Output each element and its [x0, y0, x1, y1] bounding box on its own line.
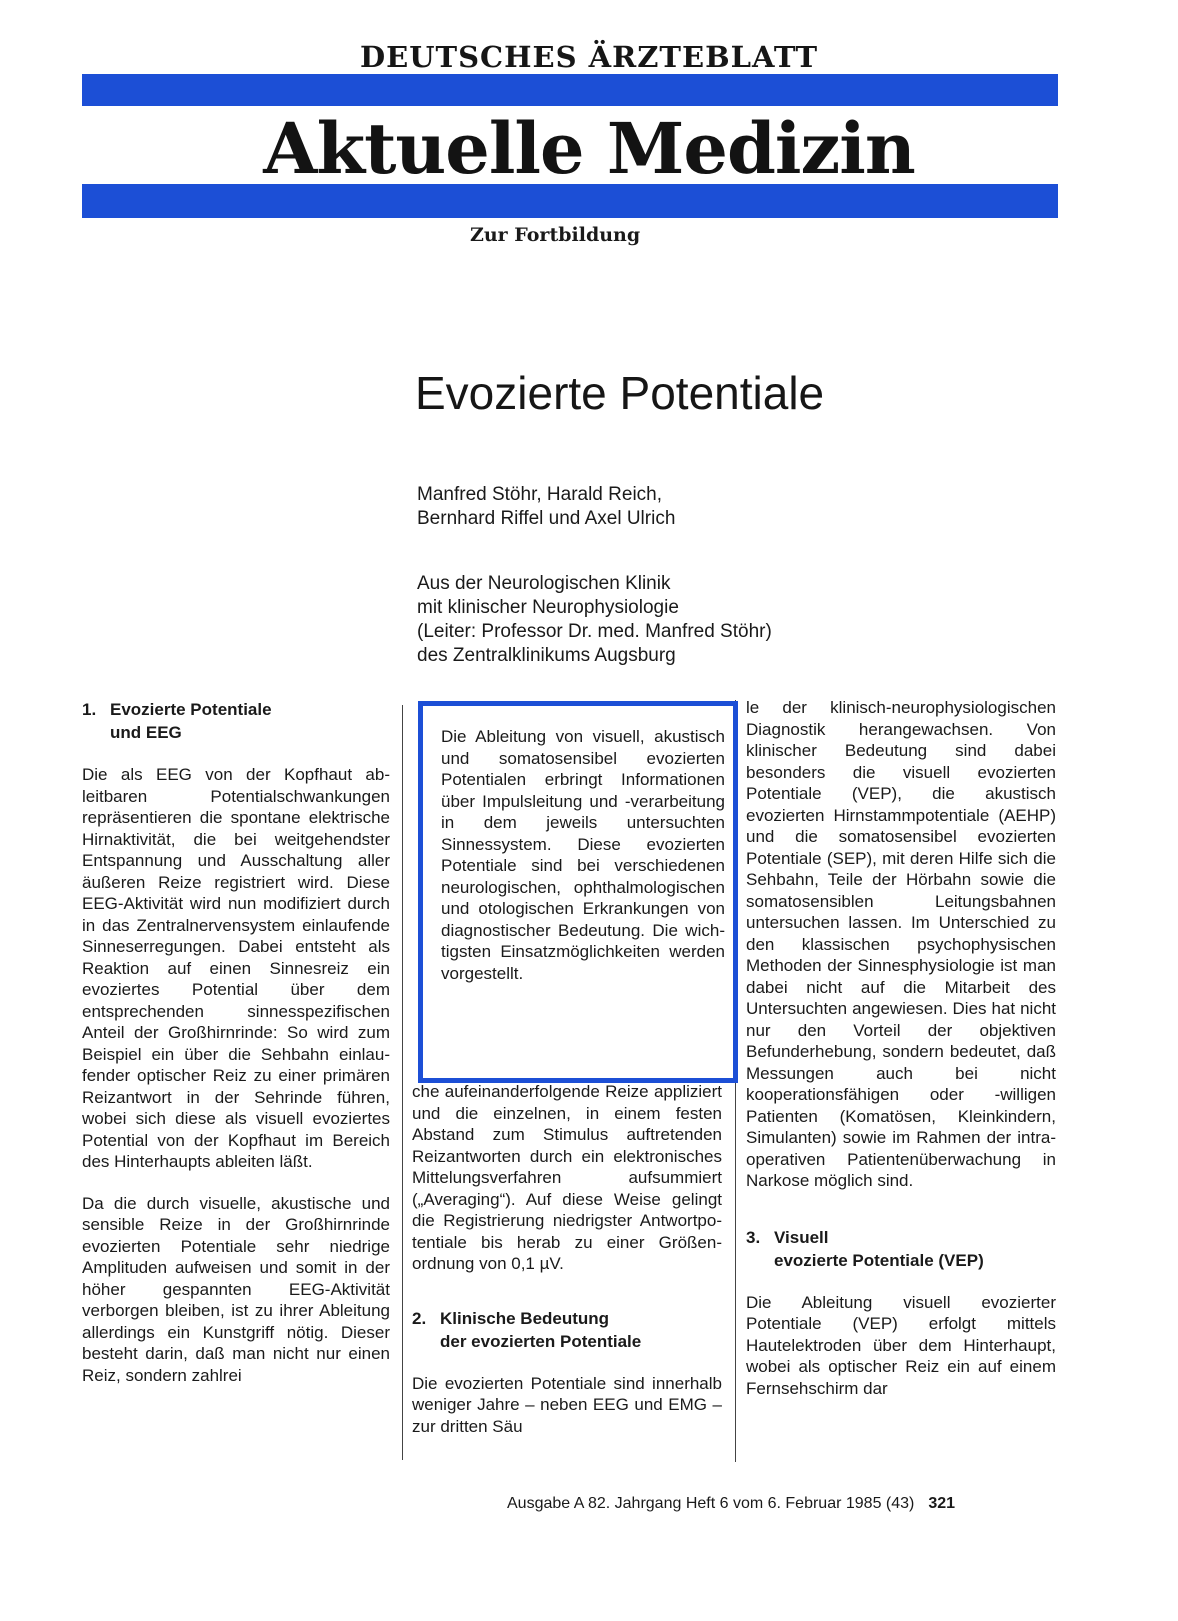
paragraph: Die evozierten Potentiale sind innerhalb weniger Jahre – neben EEG und EMG – zur dritten Säu — [412, 1373, 722, 1436]
affiliation-line: Aus der Neurologischen Klinik — [417, 573, 671, 594]
section-1-heading — [82, 698, 390, 744]
column-right — [746, 697, 1056, 1399]
column-left — [82, 698, 390, 1386]
section-heading-line: und EEG — [110, 723, 182, 742]
paragraph: che aufeinanderfolgende Reize appliziert und die einzelnen, in einem festen Abstand zum Stimulus auftretenden Reizantworten durch ein elektronisches Mittelungsverfahren aufsummiert („Averaging“). Auf diese Weise gelingt die Registrierung niedrigster Antwortpotentiale bis herab zu einer Größenordnung von 0,1 µV. — [412, 1082, 722, 1273]
affiliation-line: des Zentralklinikums Augsburg — [417, 645, 676, 666]
issue-info: Ausgabe A 82. Jahrgang Heft 6 vom 6. Februar 1985 (43) — [507, 1495, 915, 1512]
paragraph: Die Ableitung visuell evozierter Potentiale (VEP) erfolgt mittels Hautelektroden über dem Hinterhaupt, wobei als optischer Reiz ein auf einem Fernsehschirm dar — [746, 1292, 1056, 1398]
author-line: Bernhard Riffel und Axel Ulrich — [417, 508, 676, 529]
section-heading-line: evozierte Potentiale (VEP) — [774, 1250, 984, 1270]
section-heading-line: der evozierten Potentiale — [440, 1331, 642, 1351]
section-2-heading — [412, 1307, 722, 1353]
author-line: Manfred Stöhr, Harald Reich, — [417, 484, 663, 505]
column-divider — [402, 705, 403, 1460]
section-heading-line: Evozierte Potentiale — [110, 700, 272, 719]
article-authors — [417, 483, 675, 531]
journal-name: DEUTSCHES ÄRZTEBLATT — [359, 40, 819, 74]
section-title: Aktuelle Medizin — [263, 107, 915, 190]
affiliation-line: (Leiter: Professor Dr. med. Manfred Stöhr) — [417, 621, 772, 642]
section-number: 1. — [82, 700, 97, 719]
article-affiliation — [417, 572, 772, 668]
section-heading-line: Visuell — [774, 1227, 829, 1247]
section-3-heading — [746, 1226, 1056, 1272]
paragraph: le der klinisch-neurophysiologischen Diagnostik herangewachsen. Von klinischer Bedeutung sind dabei besonders die visuell evozierten Potentiale (VEP), die akustisch evozierten Hirnstammpotentiale (AEHP) und die somatosensibel evozierten Potentiale (SEP), mit deren Hilfe sich die Sehbahn, Teile der Hörbahn sowie die somatosensiblen Leitungsbahnen untersuchen lassen. Im Unterschied zu den klassischen psychophysischen Methoden der Sinnesphysiologie ist man dabei nicht auf die Mitarbeit des Untersuchten angewiesen. Dies hat nicht nur den Vorteil der objektiven Befunderhebung, sondern bedeutet, daß Messungen auch bei nicht kooperationsfähigen oder -willigen Patienten (Komatösen, Kleinkindern, Simulanten) sowie im Rahmen der intraoperativen Patientenüberwachung in Narkose möglich sind. — [746, 698, 1056, 1190]
affiliation-line: mit klinischer Neurophysiologie — [417, 597, 679, 618]
article-title: Evozierte Potentiale — [415, 367, 825, 419]
section-heading-line: Klinische Bedeutung — [440, 1308, 610, 1328]
page-number: 321 — [928, 1495, 956, 1512]
section-number: 2. — [412, 1308, 427, 1328]
paragraph: Die als EEG von der Kopfhaut ableitbaren Potentialschwankungen repräsentieren die spontane elektrische Hirnaktivität, die bei weitgehendster Entspannung und Ausschaltung aller äußeren Reize registriert wird. Diese EEG-Aktivität wird nun modifiziert durch in das Zentralnervensystem einlaufende Sinneserregungen. Dabei entsteht als Reaktion auf einen Sinnesreiz ein evoziertes Potential über dem entsprechenden sinnesspezifischen Anteil der Großhirnrinde: So wird zum Beispiel ein über die Sehbahn einlaufender optischer Reiz zu einer primären Reizantwort in der Sehrinde führen, wobei sich diese als visuell evoziertes Potential von der Kopfhaut im Bereich des Hinterhaupts ableiten läßt. — [82, 765, 390, 1171]
page-footer — [507, 1495, 955, 1513]
section-number: 3. — [746, 1227, 761, 1247]
column-middle — [412, 1081, 722, 1437]
abstract-box: Die Ableitung von visuell, akustisch und somatosensibel evozierten Potentialen erbringt Informationen über Impulsleitung und -verarbeitung in dem jeweils untersuchten Sinnessystem. Diese evozierten Potentiale sind bei verschiedenen neurologischen, ophthalmologischen und otologischen Erkrankungen von diagnostischer Bedeutung. Die wichtigsten Einsatzmöglichkeiten werden vorgestellt. — [418, 701, 738, 1083]
paragraph: Da die durch visuelle, akustische und sensible Reize in der Großhirnrinde evozierten Potentiale sehr niedrige Amplituden aufweisen und somit in der höher gespannten EEG-Aktivität verborgen bleiben, ist zu ihrer Ableitung allerdings ein Kunstgriff nötig. Dieser besteht darin, daß man nicht nur einen Reiz, sondern zahlrei — [82, 1193, 390, 1385]
masthead-band-top — [82, 74, 1058, 106]
section-subtitle: Zur Fortbildung — [470, 224, 641, 246]
